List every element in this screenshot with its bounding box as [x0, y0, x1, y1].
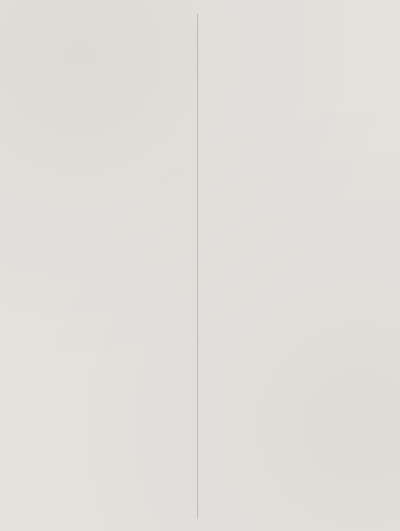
column-divider: [197, 14, 198, 519]
left-column: [7, 14, 195, 519]
page-footer: [7, 519, 393, 529]
right-column: [203, 14, 391, 519]
